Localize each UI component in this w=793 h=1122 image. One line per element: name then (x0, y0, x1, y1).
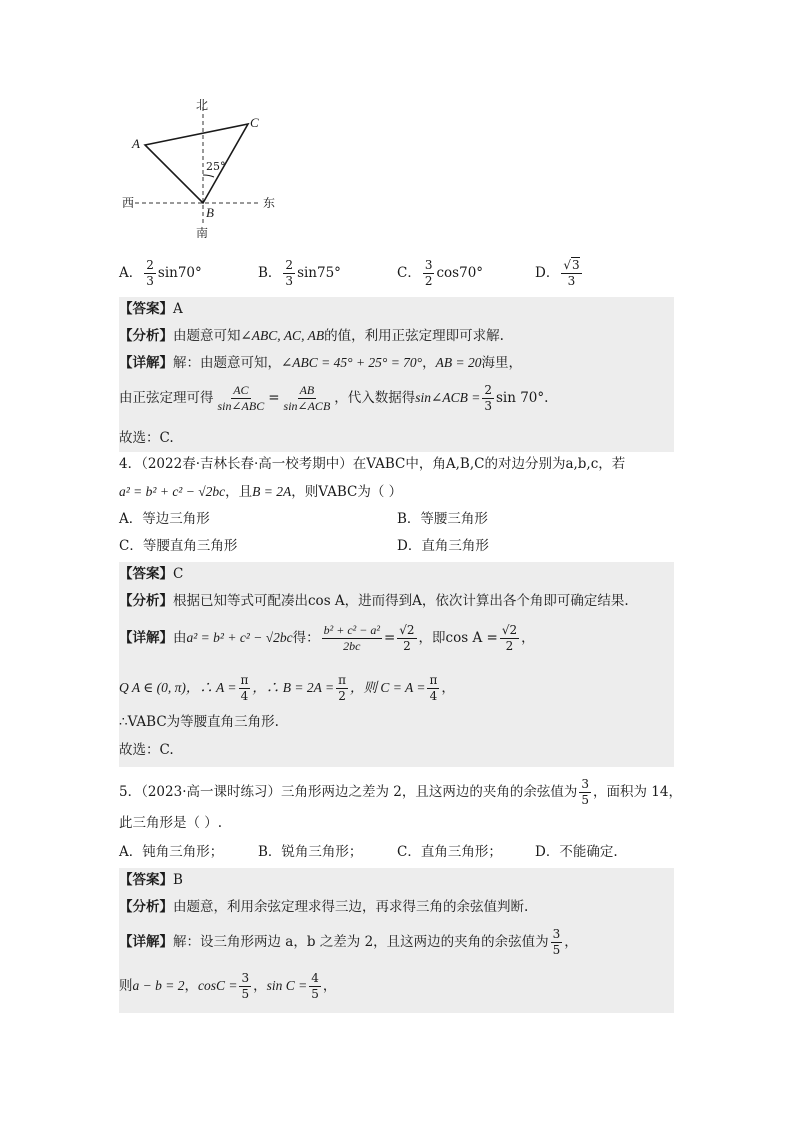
last-cos: cosC = (197, 978, 238, 993)
detail-math2: AB = 20 (435, 355, 482, 370)
q4-stem-line1: 4．（2022春·吉林长春·高一校考期中）在VABC中，角A,B,C的对边分别为a,b,c，若 (119, 456, 626, 472)
law-eq: = (268, 390, 280, 406)
option-c-num: 3 (424, 258, 433, 272)
stem1-post: ，面积为 14， (593, 784, 682, 800)
q4-option-a: A．等边三角形 (119, 511, 210, 527)
detail-eq: = (383, 630, 396, 646)
line2-d2: 2 (338, 689, 346, 703)
q4-option-c: C．等腰直角三角形 (119, 538, 238, 554)
line2-n3: π (429, 673, 438, 687)
last-cn: 3 (241, 971, 250, 985)
stem2-post: ，则VABC为（ ） (291, 484, 403, 500)
stem2-mid: ，且 (225, 484, 253, 500)
q5-option-b: B．锐角三角形； (258, 844, 363, 860)
line2-n1: π (240, 673, 249, 687)
option-b-tail: sin75° (297, 265, 341, 281)
triangle-abc (145, 124, 248, 203)
west-label: 西 (122, 196, 135, 210)
detail-fn: b² + c² − a² (323, 623, 380, 637)
q5-last (119, 970, 336, 1002)
answer-tag: 【答案】 (119, 301, 173, 317)
line2-n2: π (338, 673, 346, 687)
detail-d: 5 (552, 943, 561, 957)
analysis-tag: 【分析】 (119, 328, 173, 344)
stem1-n: 3 (581, 777, 590, 791)
law-rn: 2 (484, 383, 492, 397)
last-math1: a − b = 2 (132, 978, 185, 993)
q3-answer (119, 299, 183, 319)
line2-d1: 4 (240, 689, 249, 703)
east-label: 东 (263, 196, 276, 210)
detail-rd: 2 (403, 639, 411, 653)
answer-tag: 【答案】 (119, 872, 173, 888)
last-pre: 则 (119, 978, 133, 994)
q5-detail (119, 926, 578, 958)
north-label: 北 (196, 98, 209, 112)
detail-jd: 2 (505, 639, 514, 653)
line2-d3: 4 (429, 689, 438, 703)
option-c-tail: cos70° (436, 265, 484, 281)
q4-answer (119, 564, 183, 584)
q3-detail (119, 353, 522, 373)
last-sep2: ， (253, 978, 267, 994)
sqrt-icon: √ (563, 258, 571, 272)
detail-end: ， (521, 630, 535, 646)
analysis-post: 的值，利用正弦定理即可求解. (324, 328, 504, 344)
option-a-den: 3 (146, 274, 154, 288)
detail-mid: ， (422, 355, 436, 371)
q5-analysis (119, 897, 528, 917)
option-b-den: 3 (285, 274, 294, 288)
line2-pre: Q A ∈ (0, π)，∴ A = (119, 680, 237, 695)
option-d-label: D． (535, 265, 560, 281)
q4-choose: 故选：C. (119, 742, 174, 758)
law-res: sin∠ACB = (415, 390, 481, 405)
law-mid: ，代入数据得 (334, 390, 416, 406)
last-sn: 4 (311, 971, 319, 985)
option-c-den: 2 (424, 274, 433, 288)
law-pre: 由正弦定理可得 (119, 390, 214, 406)
analysis-text: 根据已知等式可配凑出cos A，进而得到A，依次计算出各个角即可确定结果. (173, 593, 629, 609)
q4-line3: ∴VABC为等腰直角三角形. (119, 714, 279, 730)
option-d-den: 3 (567, 274, 576, 288)
q3-option-a (119, 258, 202, 289)
law-n1: AC (233, 383, 249, 397)
analysis-pre: 由题意可知 (173, 328, 241, 344)
q3-option-d (535, 258, 584, 289)
q3-option-b (258, 258, 341, 289)
q4-option-d: D．直角三角形 (397, 538, 489, 554)
point-b-label: B (206, 205, 214, 220)
stem2-math2: B = 2A (252, 484, 292, 499)
q4-stem-line2 (119, 482, 402, 502)
q4-detail (119, 622, 535, 654)
angle-label: 25° (206, 160, 226, 173)
last-end: ， (322, 978, 337, 994)
detail-rn: √2 (399, 623, 415, 637)
detail-post: 海里， (481, 355, 522, 371)
law-rd: 3 (484, 399, 492, 413)
detail-n: 3 (552, 927, 561, 941)
option-b-num: 2 (285, 258, 294, 272)
answer-value: B (173, 872, 183, 888)
last-sin: sin C = (266, 978, 308, 993)
q4-option-b: B．等腰三角形 (397, 511, 488, 527)
answer-tag: 【答案】 (119, 566, 173, 582)
option-a-label: A． (119, 265, 143, 281)
law-d2: sin∠ACB (283, 399, 331, 413)
detail-pre: 解：由题意可知， (173, 355, 281, 371)
point-c-label: C (250, 115, 259, 130)
q5-answer (119, 870, 183, 890)
last-sd: 5 (311, 987, 319, 1001)
last-cd: 5 (241, 987, 250, 1001)
detail-math1: ∠ABC = 45° + 25° = 70° (281, 355, 423, 370)
detail-end: ， (564, 934, 578, 950)
q3-choose: 故选：C. (119, 430, 174, 446)
detail-tag: 【详解】 (119, 630, 173, 646)
q5-stem-line2: 此三角形是（ ）. (119, 815, 223, 831)
last-sep1: ， (184, 978, 198, 994)
q3-option-c (397, 258, 483, 289)
law-n2: AB (299, 383, 315, 397)
q3-solution-block (119, 297, 674, 452)
stem2-math: a² = b² + c² − √2bc (119, 484, 226, 499)
detail-tag: 【详解】 (119, 934, 173, 950)
detail-de: 得： (292, 630, 320, 646)
option-b-label: B． (258, 265, 282, 281)
option-d-num: 3 (571, 258, 580, 272)
analysis-tag: 【分析】 (119, 593, 173, 609)
detail-ji: ，即cos A = (418, 630, 498, 646)
analysis-math: ∠ABC, AC, AB (240, 328, 325, 343)
direction-diagram (110, 95, 300, 245)
stem1-d: 5 (581, 793, 590, 807)
answer-value: C (173, 566, 184, 582)
q5-stem-line1 (119, 776, 682, 808)
analysis-tag: 【分析】 (119, 899, 173, 915)
option-c-label: C． (397, 265, 421, 281)
q4-line2 (119, 672, 455, 704)
law-d1: sin∠ABC (217, 399, 265, 413)
q5-option-a: A．钝角三角形； (119, 844, 224, 860)
angle-arc (203, 175, 214, 177)
line2-then: ，则 C = A = (350, 680, 426, 695)
law-tail: sin 70°. (495, 390, 549, 406)
option-a-tail: sin70° (157, 265, 202, 281)
detail-pre: 解：设三角形两边 a，b 之差为 2，且这两边的夹角的余弦值为 (173, 934, 549, 950)
south-label: 南 (196, 226, 209, 240)
q5-option-d: D．不能确定. (535, 844, 618, 860)
detail-math: a² = b² + c² − √2bc (186, 630, 293, 645)
point-a-label: A (132, 136, 140, 151)
detail-tag: 【详解】 (119, 355, 173, 371)
analysis-text: 由题意，利用余弦定理求得三边，再求得三角的余弦值判断. (173, 899, 529, 915)
q3-law (119, 383, 548, 414)
detail-pre: 由 (173, 630, 187, 646)
option-a-num: 2 (146, 258, 154, 272)
line2-end: ， (441, 680, 455, 696)
q3-analysis (119, 326, 504, 346)
detail-fd: 2bc (343, 639, 361, 653)
q4-analysis (119, 591, 629, 611)
q5-option-c: C．直角三角形； (397, 844, 502, 860)
stem1-pre: 5．（2023·高一课时练习）三角形两边之差为 2，且这两边的夹角的余弦值为 (119, 784, 578, 800)
line2-mid: ，∴ B = 2A = (252, 680, 335, 695)
detail-jn: √2 (501, 623, 518, 637)
answer-value: A (173, 301, 183, 317)
